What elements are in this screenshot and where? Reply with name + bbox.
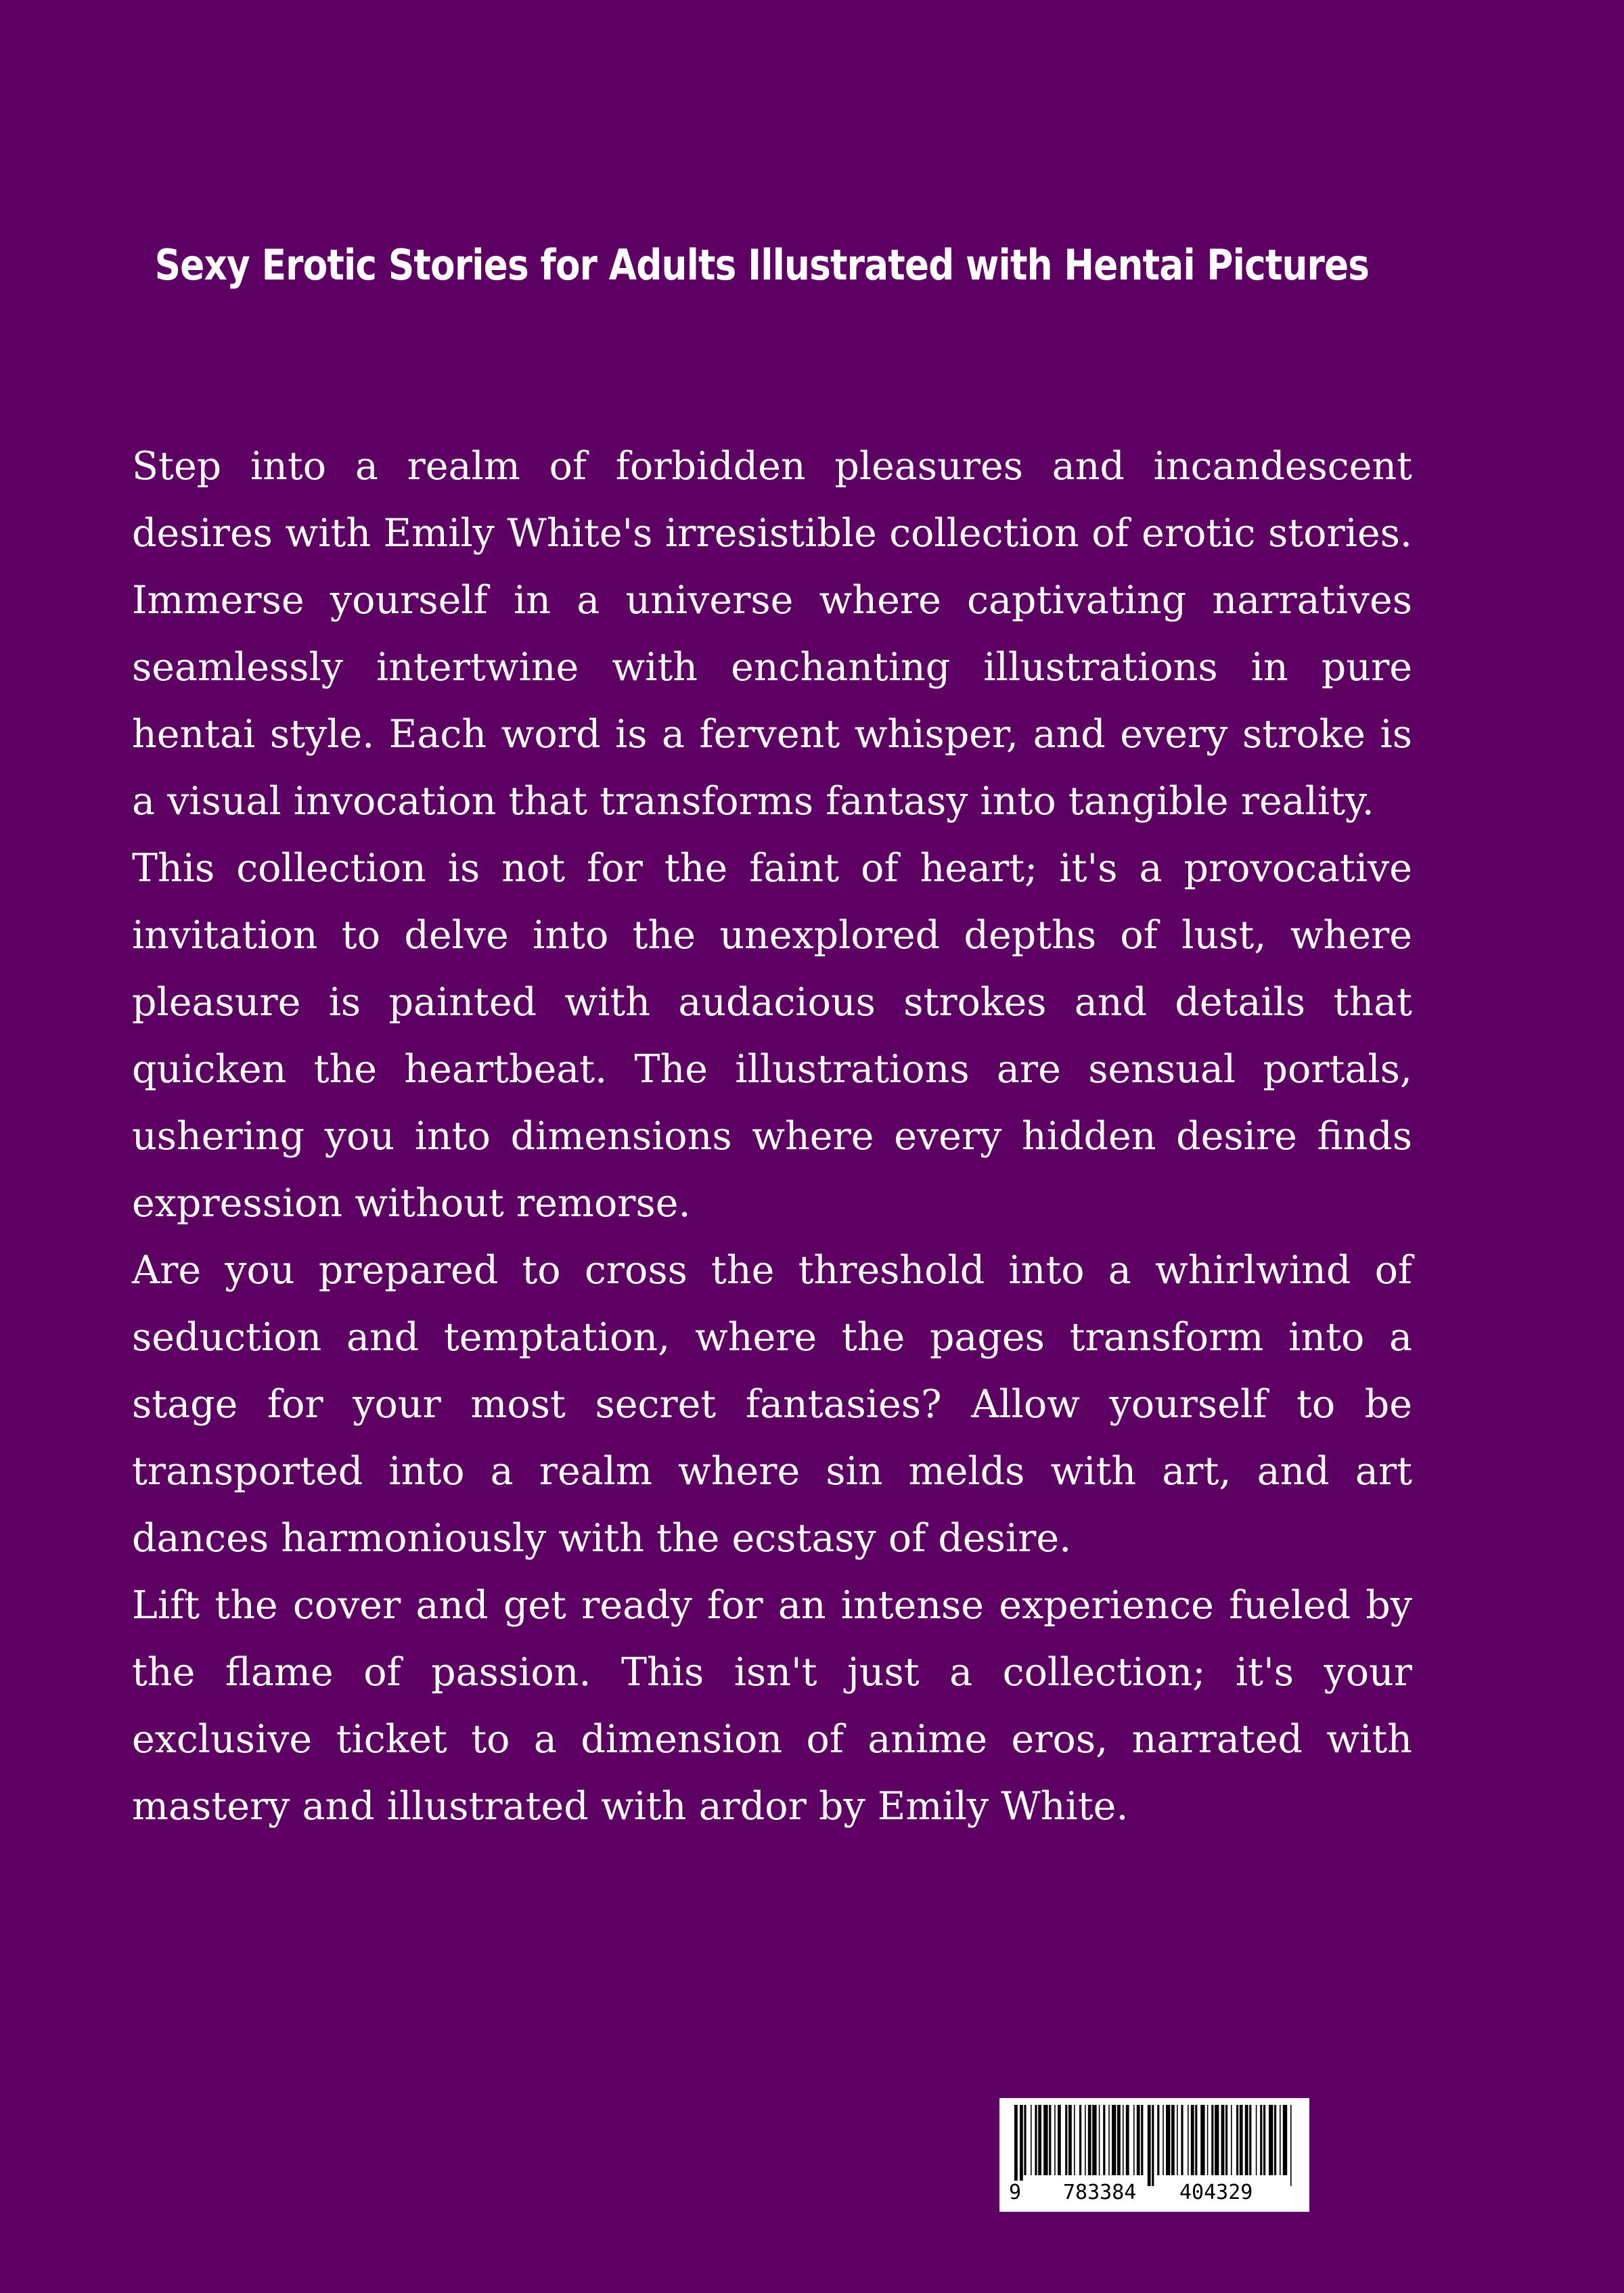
- barcode-bar: [1123, 2105, 1124, 2175]
- barcode-bar: [1088, 2105, 1091, 2175]
- barcode-bar: [1079, 2105, 1081, 2175]
- barcode-bar: [1163, 2105, 1164, 2175]
- barcode-bar: [1283, 2105, 1287, 2175]
- barcode-bar: [1211, 2105, 1213, 2175]
- barcode-bar: [1181, 2105, 1183, 2175]
- barcode-bar: [1200, 2105, 1204, 2175]
- barcode-bar: [1126, 2105, 1129, 2175]
- isbn-left-group: 783384: [1060, 2181, 1139, 2204]
- barcode-bar: [1274, 2105, 1276, 2175]
- barcode-bar: [1177, 2105, 1178, 2175]
- barcode-bar: [1148, 2105, 1151, 2186]
- barcode-bar: [1099, 2105, 1100, 2175]
- barcode-bar: [1231, 2105, 1232, 2175]
- cover-title: Sexy Erotic Stories for Adults Illustrated with Hentai Pictures: [154, 240, 1370, 290]
- barcode-bar: [1058, 2105, 1061, 2175]
- barcode-bar: [1141, 2105, 1143, 2175]
- barcode-bar: [1191, 2105, 1194, 2175]
- barcode-bar: [1236, 2105, 1238, 2175]
- barcode-bar: [1035, 2105, 1037, 2175]
- isbn-digits: [999, 2181, 1309, 2208]
- barcode-bar: [1245, 2105, 1248, 2175]
- barcode-bar: [1038, 2105, 1041, 2175]
- barcode-bar: [1290, 2105, 1292, 2186]
- barcode-bar: [1074, 2105, 1075, 2175]
- barcode-bar: [1171, 2105, 1175, 2175]
- blurb-paragraph-3: Are you prepared to cross the threshold into a whirlwind of seduction and temptation, where the pages transform into a stage for your most secret fantasies? Allow yourself to be transported into a realm where sin melds with art, and art dances harmoniously with the ecstasy of desire.: [132, 1248, 1412, 1561]
- barcode-bar: [1112, 2105, 1116, 2175]
- barcode-bar: [1133, 2105, 1135, 2175]
- isbn-right-group: 404329: [1177, 2181, 1255, 2204]
- barcode-bar: [1020, 2105, 1023, 2186]
- barcode-bar: [1195, 2105, 1197, 2175]
- barcode-bar: [1092, 2105, 1096, 2175]
- barcode-bar: [1240, 2105, 1243, 2175]
- barcode-bar: [1215, 2105, 1219, 2175]
- barcode-bar: [1031, 2105, 1032, 2175]
- barcode-bar: [1117, 2105, 1121, 2175]
- barcode-bar: [1249, 2105, 1251, 2175]
- barcode-bar: [1108, 2105, 1110, 2175]
- barcode-bar: [1280, 2105, 1281, 2175]
- barcode-bar: [1137, 2105, 1140, 2175]
- barcode-bars-icon: [1009, 2105, 1300, 2186]
- barcode-bar: [1049, 2105, 1051, 2175]
- barcode-bar: [1256, 2105, 1257, 2175]
- isbn-barcode: [999, 2098, 1309, 2212]
- barcode-bar: [1188, 2105, 1189, 2175]
- barcode-bar: [1085, 2105, 1086, 2175]
- barcode-bar: [1263, 2105, 1265, 2175]
- barcode-bar: [1065, 2105, 1067, 2175]
- blurb-text: [132, 433, 1412, 1840]
- blurb-paragraph-4: Lift the cover and get ready for an intense experience fueled by the flame of passion. This isn't just a collection; it's your exclusive ticket to a dimension of anime eros, narrated with mastery and illustrated with ardor by Emily White.: [132, 1583, 1412, 1829]
- barcode-bar: [1157, 2105, 1159, 2175]
- barcode-bar: [1260, 2105, 1262, 2175]
- barcode-bar: [1152, 2105, 1154, 2186]
- barcode-bar: [1043, 2105, 1047, 2175]
- barcode-bar: [1054, 2105, 1056, 2175]
- barcode-bar: [1024, 2105, 1026, 2175]
- barcode-bar: [1068, 2105, 1072, 2175]
- barcode-bar: [1269, 2105, 1273, 2175]
- blurb-paragraph-1: Step into a realm of forbidden pleasures and incandescent desires with Emily White's irresistible collection of erotic stories. Immerse yourself in a universe where captivating narratives seamlessly intertwine with enchanting illustrations in pure hentai style. Each word is a fervent whisper, and every stroke is a visual invocation that transforms fantasy into tangible reality.: [132, 444, 1412, 824]
- blurb-paragraph-2: This collection is not for the faint of heart; it's a provocative invitation to delve into the unexplored depths of lust, where pleasure is painted with audacious strokes and details that quicken the heartbeat. The illustrations are sensual portals, ushering you into dimensions where every hidden desire finds expression without remorse.: [132, 846, 1412, 1226]
- barcode-bar: [1225, 2105, 1227, 2175]
- barcode-bar: [1207, 2105, 1209, 2175]
- isbn-first-digit: 9: [1006, 2181, 1024, 2204]
- barcode-bar: [1014, 2105, 1018, 2186]
- barcode-bar: [1103, 2105, 1105, 2175]
- barcode-bar: [1221, 2105, 1225, 2175]
- barcode-bar: [1166, 2105, 1170, 2175]
